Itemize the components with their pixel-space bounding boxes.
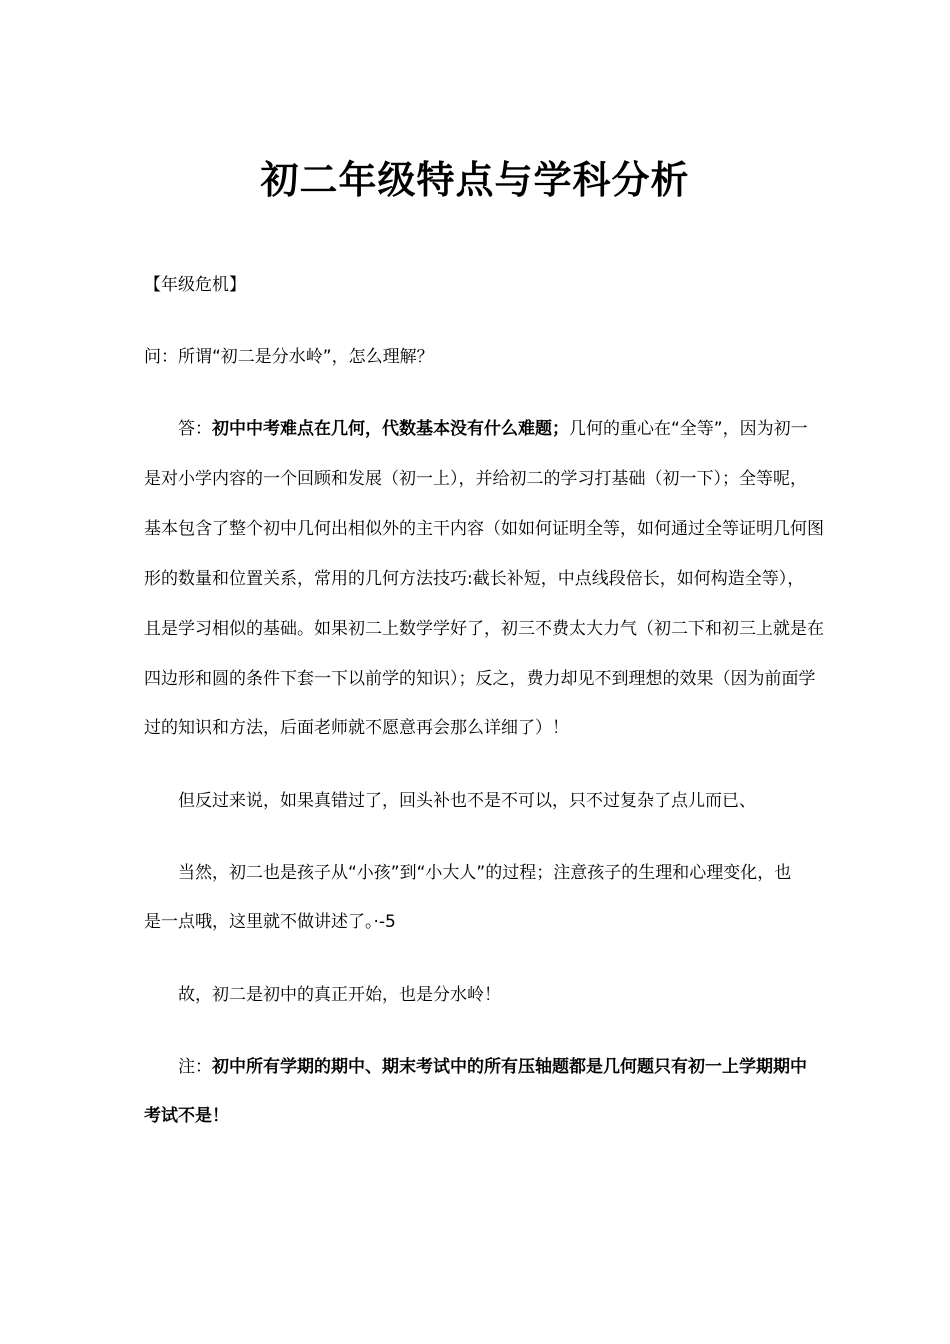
answer-line-5: 且是学习相似的基础。如果初二上数学学好了，初三不费太大力气（初二下和初三上就是在 [144,619,824,639]
answer-line-1 [178,417,858,441]
note-line-2: 考试不是！ [144,1106,229,1126]
answer-line-7: 过的知识和方法，后面老师就不愿意再会那么详细了）！ [144,718,569,738]
paragraph-therefore: 故，初二是初中的真正开始，也是分水岭！ [178,985,501,1005]
answer-line-1-rest: 几何的重心在“全等”，因为初一 [569,419,808,439]
answer-line-4: 形的数量和位置关系，常用的几何方法技巧:截长补短，中点线段倍长，如何构造全等）， [144,569,805,589]
document-title: 初二年级特点与学科分析 [260,158,690,202]
note-prefix: 注： [178,1057,212,1077]
paragraph-of-course-line-1: 当然，初二也是孩子从“小孩”到“小大人”的过程；注意孩子的生理和心理变化，也 [178,863,792,883]
answer-emphasis: 初中中考难点在几何，代数基本没有什么难题； [212,419,569,439]
answer-line-2: 是对小学内容的一个回顾和发展（初一上），并给初二的学习打基础（初一下）；全等呢， [144,469,807,489]
note-line-1 [178,1055,858,1079]
question-text: 问：所谓“初二是分水岭”，怎么理解？ [144,347,434,367]
section-label: 【年级危机】 [144,275,246,295]
note-emphasis-1: 初中所有学期的期中、期末考试中的所有压轴题都是几何题只有初一上学期期中 [212,1057,807,1077]
answer-prefix: 答： [178,419,212,439]
answer-line-3: 基本包含了整个初中几何出相似外的主干内容（如如何证明全等，如何通过全等证明几何图 [144,519,824,539]
paragraph-but: 但反过来说，如果真错过了，回头补也不是不可以，只不过复杂了点儿而已、 [178,791,756,811]
answer-line-6: 四边形和圆的条件下套一下以前学的知识）；反之，费力却见不到理想的效果（因为前面学 [144,669,816,689]
paragraph-of-course-line-2: 是一点哦，这里就不做讲述了。·-5 [144,912,396,932]
